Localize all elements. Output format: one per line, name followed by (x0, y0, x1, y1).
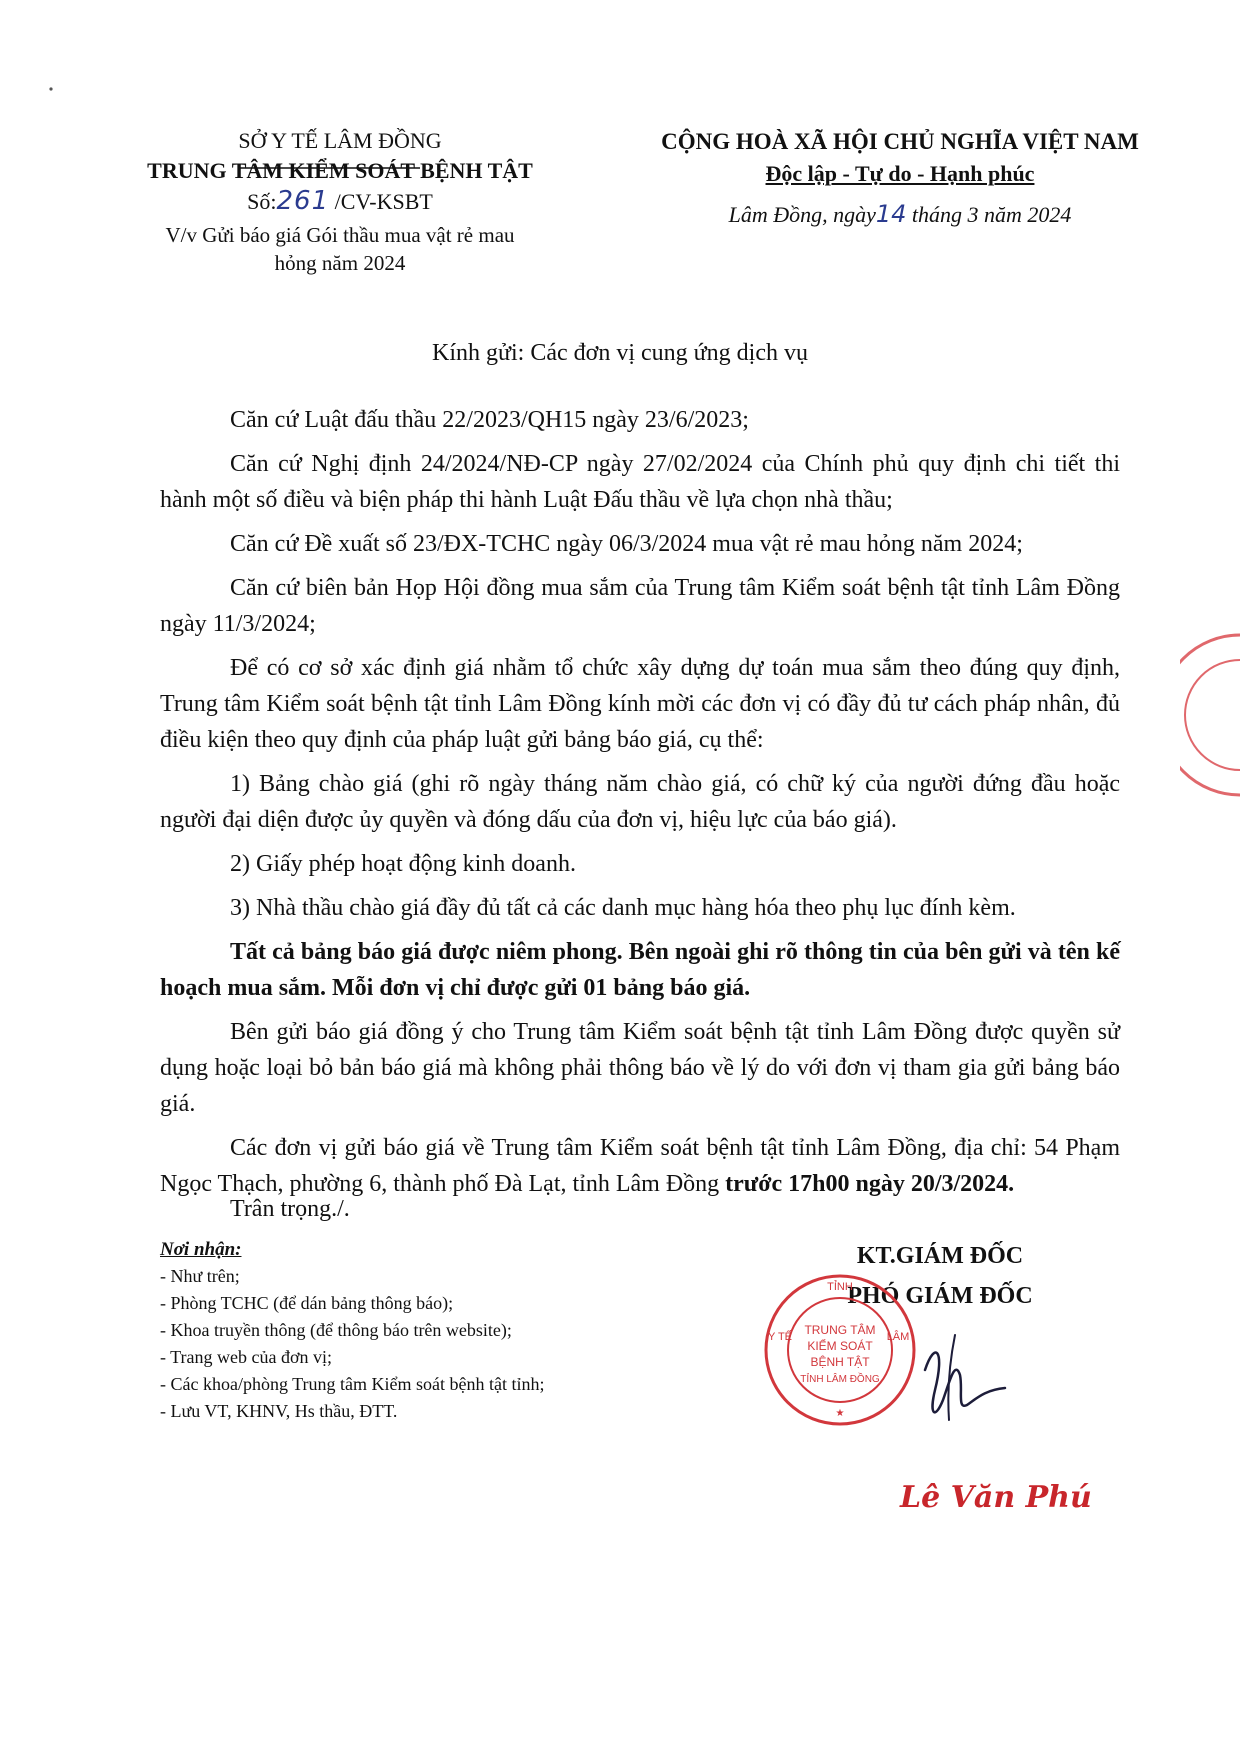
legal-basis-1: Căn cứ Luật đấu thầu 22/2023/QH15 ngày 23/6/2023; (230, 407, 749, 433)
department-name: SỞ Y TẾ LÂM ĐỒNG (238, 128, 442, 153)
handwritten-signature (905, 1330, 1015, 1430)
recipient-item: - Khoa truyền thông (để thông báo trên website); (160, 1320, 512, 1340)
organization-name: TRUNG TÂM KIỂM SOÁT BỆNH TẬT (147, 158, 533, 183)
legal-basis-3: Căn cứ Đề xuất số 23/ĐX-TCHC ngày 06/3/2024 mua vật rẻ mau hỏng năm 2024; (230, 531, 1023, 557)
official-stamp (760, 1270, 920, 1430)
number-prefix: Số: (247, 189, 277, 214)
stamp-star-icon: ★ (835, 1408, 845, 1419)
submission-deadline: trước 17h00 ngày 20/3/2024. (725, 1171, 1015, 1197)
usage-rights-paragraph: Bên gửi báo giá đồng ý cho Trung tâm Kiểm soát bệnh tật tỉnh Lâm Đồng được quyền sử dụng hoặc loại bỏ bản báo giá mà không phải thông báo về lý do với đơn vị tham gia gửi bảng báo giá. (160, 1019, 1120, 1117)
submission-address-paragraph (160, 1130, 1120, 1202)
stamp-ring-left: Y TẾ (767, 1331, 793, 1343)
subject-line-2: hỏng năm 2024 (274, 251, 406, 275)
recipients-title: Nơi nhận: (160, 1239, 242, 1260)
number-suffix: /CV-KSBT (329, 189, 433, 214)
closing-greeting: Trân trọng./. (230, 1196, 350, 1222)
invitation-paragraph: Để có cơ sở xác định giá nhằm tổ chức xây dựng dự toán mua sắm theo đúng quy định, Trung tâm Kiểm soát bệnh tật tỉnh Lâm Đồng kính mời các đơn vị có đầy đủ tư cách pháp nhân, đủ điều kiện theo quy định của pháp luật gửi bảng báo giá, cụ thể: (160, 655, 1120, 753)
handwritten-day: 14 (875, 200, 907, 228)
recipient-item: - Phòng TCHC (để dán bảng thông báo); (160, 1293, 454, 1313)
recipient-item: - Các khoa/phòng Trung tâm Kiểm soát bệnh tật tỉnh; (160, 1374, 545, 1394)
issuer-header (110, 126, 570, 277)
submission-address: Các đơn vị gửi báo giá về Trung tâm Kiểm soát bệnh tật tỉnh Lâm Đồng, địa chỉ: 54 Phạm Ngọc Thạch, phường 6, thành phố Đà Lạt, tỉnh Lâm Đồng (160, 1135, 1120, 1197)
body-text (160, 402, 1120, 1210)
recipient-item: - Như trên; (160, 1266, 240, 1286)
stamp-line-3: BỆNH TẬT (810, 1355, 870, 1369)
requirement-item-2: 2) Giấy phép hoạt động kinh doanh. (230, 851, 576, 877)
recipient-item: - Trang web của đơn vị; (160, 1347, 333, 1367)
sealed-quotation-notice: Tất cả bảng báo giá được niêm phong. Bên ngoài ghi rõ thông tin của bên gửi và tên kế hoạch mua sắm. Mỗi đơn vị chỉ được gửi 01 bảng báo giá. (160, 939, 1120, 1001)
recipient-line: Kính gửi: Các đơn vị cung ứng dịch vụ (432, 340, 808, 366)
nation-header (640, 126, 1160, 233)
requirement-item-3: 3) Nhà thầu chào giá đầy đủ tất cả các danh mục hàng hóa theo phụ lục đính kèm. (230, 895, 1016, 921)
stamp-line-1: TRUNG TÂM (804, 1323, 876, 1337)
nation-title: CỘNG HOÀ XÃ HỘI CHỦ NGHĨA VIỆT NAM (661, 129, 1139, 154)
stamp-line-2: KIỂM SOÁT (807, 1339, 873, 1353)
signer-position-2: PHÓ GIÁM ĐỐC (847, 1283, 1033, 1309)
subject-line (110, 221, 570, 277)
date-suffix: tháng 3 năm 2024 (906, 202, 1072, 227)
document-date (640, 196, 1160, 233)
stamp-ring-right: LÂM (886, 1331, 910, 1343)
requirement-item-1: 1) Bảng chào giá (ghi rõ ngày tháng năm chào giá, có chữ ký của người đứng đầu hoặc người đại diện được ủy quyền và đóng dấu của đơn vị, hiệu lực của báo giá). (160, 771, 1120, 833)
stamp-line-4: TỈNH LÂM ĐỒNG (800, 1374, 880, 1385)
signer-position-1: KT.GIÁM ĐỐC (856, 1243, 1024, 1269)
date-prefix: Lâm Đồng, ngày (728, 202, 876, 227)
handwritten-number: 261 (276, 186, 330, 216)
recipient-item: - Lưu VT, KHNV, Hs thầu, ĐTT. (160, 1401, 398, 1421)
document-number (110, 186, 570, 217)
recipients-list (160, 1236, 720, 1425)
legal-basis-2: Căn cứ Nghị định 24/2024/NĐ-CP ngày 27/02/2024 của Chính phủ quy định chi tiết thi hành một số điều và biện pháp thi hành Luật Đấu thầu về lựa chọn nhà thầu; (160, 451, 1120, 513)
legal-basis-4: Căn cứ biên bản Họp Hội đồng mua sắm của Trung tâm Kiểm soát bệnh tật tỉnh Lâm Đồng ngày 11/3/2024; (160, 575, 1120, 637)
stamp-ring-top: TỈNH (827, 1281, 853, 1293)
subject-line-1: V/v Gửi báo giá Gói thầu mua vật rẻ mau (165, 223, 515, 247)
page-edge-stamp (1180, 630, 1240, 800)
signer-name: Lê Văn Phú (900, 1480, 1092, 1515)
nation-motto: Độc lập - Tự do - Hạnh phúc (765, 161, 1035, 186)
scan-speck (48, 86, 56, 92)
